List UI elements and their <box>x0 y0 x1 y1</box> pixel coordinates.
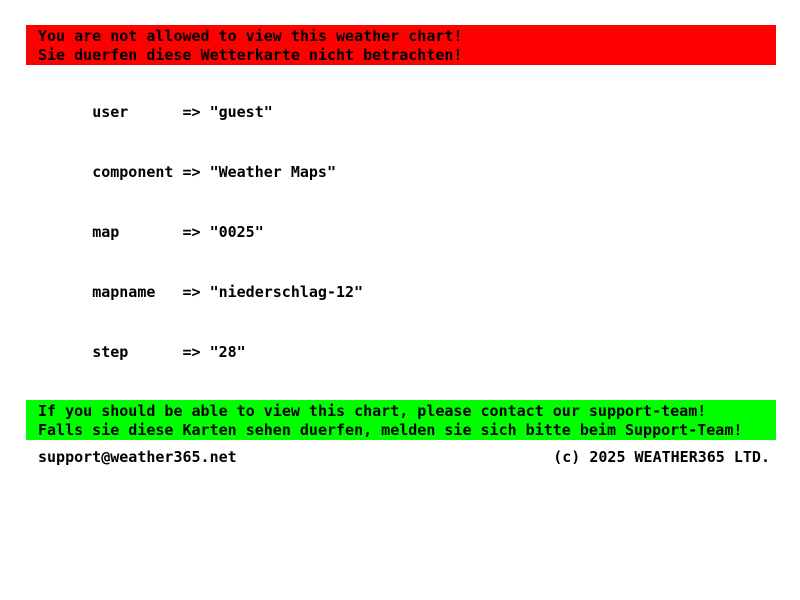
error-banner <box>26 25 776 65</box>
arrow-symbol: => <box>182 103 201 121</box>
detail-row-map <box>38 202 800 262</box>
detail-row-step <box>38 322 800 382</box>
detail-value-mapname: "niederschlag-12" <box>209 283 364 301</box>
copyright-text: (c) 2025 WEATHER365 LTD. <box>553 448 770 466</box>
arrow-symbol: => <box>182 283 201 301</box>
support-banner <box>26 400 776 440</box>
detail-value-user: "guest" <box>209 103 273 121</box>
detail-key-user: user <box>92 103 129 121</box>
error-banner-line-de: Sie duerfen diese Wetterkarte nicht betrachten! <box>38 46 463 64</box>
detail-key-map: map <box>92 223 120 241</box>
request-details <box>38 82 800 382</box>
footer <box>38 447 770 467</box>
arrow-symbol: => <box>182 223 201 241</box>
detail-key-mapname: mapname <box>92 283 156 301</box>
detail-value-map: "0025" <box>209 223 264 241</box>
arrow-symbol: => <box>182 163 201 181</box>
detail-value-component: "Weather Maps" <box>209 163 336 181</box>
support-banner-line-en: If you should be able to view this chart, please contact our support-team! <box>38 402 707 420</box>
detail-row-user <box>38 82 800 142</box>
detail-key-step: step <box>92 343 129 361</box>
detail-key-component: component <box>92 163 174 181</box>
detail-row-component <box>38 142 800 202</box>
arrow-symbol: => <box>182 343 201 361</box>
detail-row-mapname <box>38 262 800 322</box>
support-banner-line-de: Falls sie diese Karten sehen duerfen, melden sie sich bitte beim Support-Team! <box>38 421 743 439</box>
error-banner-line-en: You are not allowed to view this weather chart! <box>38 27 463 45</box>
support-email: support@weather365.net <box>38 448 237 466</box>
detail-value-step: "28" <box>209 343 246 361</box>
